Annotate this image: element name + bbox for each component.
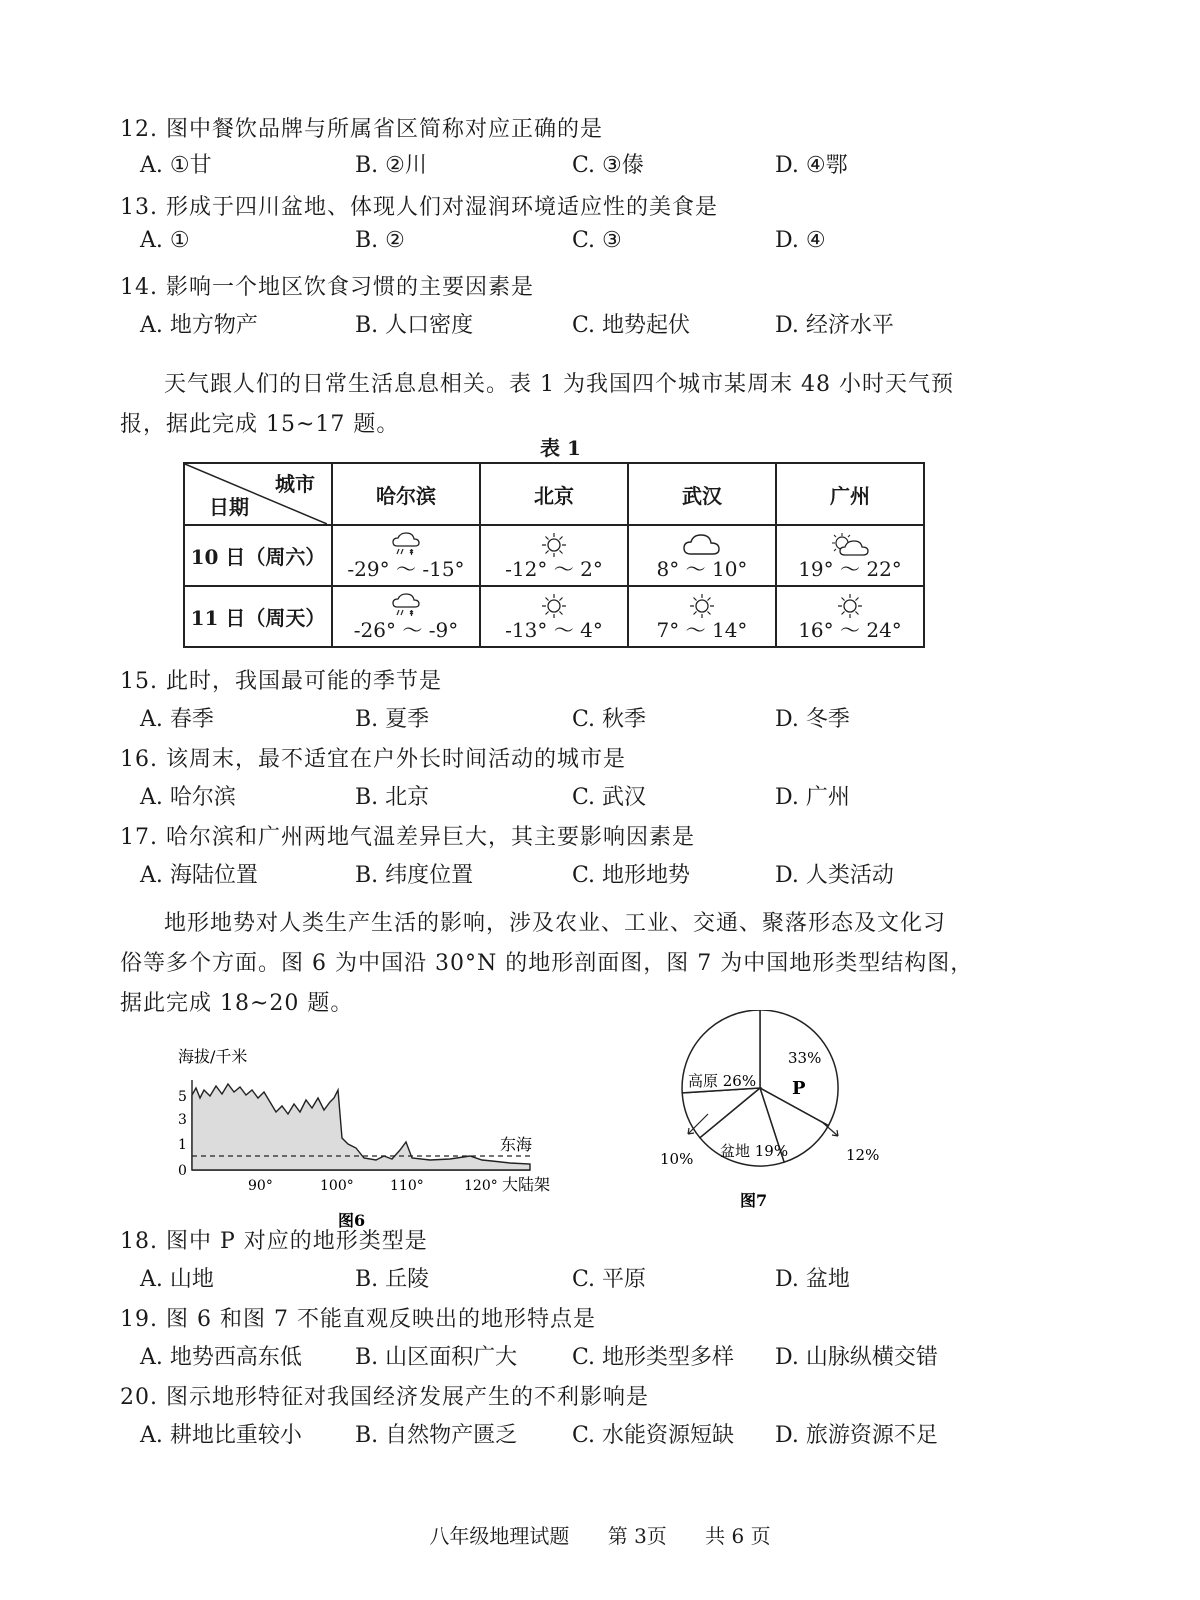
intro-line: 地形地势对人类生产生活的影响，涉及农业、工业、交通、聚落形态及文化习 bbox=[164, 911, 947, 936]
intro-paragraph-terrain bbox=[120, 904, 980, 1024]
question-18-options bbox=[140, 1262, 1000, 1294]
question-18-stem: 18. 图中 P 对应的地形类型是 bbox=[120, 1229, 428, 1254]
slice-label-p-percent: 33% bbox=[788, 1049, 822, 1067]
temperature-range: 16° ～ 24° bbox=[798, 617, 902, 642]
intro-line: 报，据此完成 15~17 题。 bbox=[120, 412, 400, 437]
terrain-profile-plot bbox=[170, 1040, 590, 1240]
row-date: 10 日（周六） bbox=[184, 525, 332, 586]
row-date: 11 日（周天） bbox=[184, 586, 332, 647]
page-footer bbox=[0, 1520, 1200, 1549]
slice-label-plateau: 高原 26% bbox=[688, 1072, 757, 1090]
terrain-profile-area bbox=[192, 1084, 533, 1170]
option-c: C. 秋季 bbox=[572, 707, 647, 732]
sun-icon bbox=[539, 532, 569, 558]
temperature-range: -29° ～ -15° bbox=[347, 556, 465, 581]
question-19-options bbox=[140, 1340, 1000, 1372]
option-d: D. ④ bbox=[775, 228, 826, 253]
figure-6-terrain-profile bbox=[170, 1040, 590, 1240]
city-header: 哈尔滨 bbox=[332, 463, 480, 525]
option-c: C. 地形类型多样 bbox=[572, 1345, 735, 1370]
table-row bbox=[184, 525, 924, 586]
option-a: A. ①甘 bbox=[140, 153, 212, 178]
footer-page-number: 第 3页 bbox=[607, 1524, 667, 1548]
option-c: C. 武汉 bbox=[572, 785, 647, 810]
table-corner-header bbox=[184, 463, 332, 525]
question-20-options bbox=[140, 1418, 1000, 1450]
option-c: C. ③傣 bbox=[572, 153, 644, 178]
option-c: C. 地势起伏 bbox=[572, 313, 691, 338]
intro-line: 天气跟人们的日常生活息息相关。表 1 为我国四个城市某周末 48 小时天气预 bbox=[164, 372, 954, 397]
figure-caption: 图6 bbox=[338, 1211, 366, 1230]
question-17-options bbox=[140, 858, 1000, 890]
city-header: 武汉 bbox=[628, 463, 776, 525]
option-d: D. 人类活动 bbox=[775, 863, 894, 888]
option-b: B. ② bbox=[355, 228, 405, 253]
slice-label-right: 12% bbox=[846, 1146, 880, 1164]
temperature-range: 19° ～ 22° bbox=[798, 556, 902, 581]
question-16-options bbox=[140, 780, 1000, 812]
option-b: B. 自然物产匮乏 bbox=[355, 1423, 518, 1448]
sleet-icon bbox=[389, 593, 423, 619]
weather-forecast-table bbox=[183, 462, 925, 648]
question-16-stem: 16. 该周末，最不适宜在户外长时间活动的城市是 bbox=[120, 747, 626, 772]
option-b: B. 丘陵 bbox=[355, 1267, 430, 1292]
option-a: A. 哈尔滨 bbox=[140, 785, 236, 810]
option-b: B. ②川 bbox=[355, 153, 427, 178]
option-c: C. 平原 bbox=[572, 1267, 647, 1292]
option-b: B. 纬度位置 bbox=[355, 863, 474, 888]
question-14-stem: 14. 影响一个地区饮食习惯的主要因素是 bbox=[120, 275, 534, 300]
option-a: A. 春季 bbox=[140, 707, 214, 732]
y-axis-label: 海拔/千米 bbox=[178, 1047, 248, 1066]
temperature-range: 7° ～ 14° bbox=[656, 617, 748, 642]
option-c: C. 地形地势 bbox=[572, 863, 691, 888]
footer-total-pages: 共 6 页 bbox=[705, 1524, 771, 1548]
option-d: D. ④鄂 bbox=[775, 153, 848, 178]
option-d: D. 盆地 bbox=[775, 1267, 850, 1292]
corner-city-label: 城市 bbox=[275, 472, 315, 496]
sea-label: 东海 bbox=[500, 1135, 533, 1154]
question-13-options bbox=[140, 228, 1000, 260]
option-b: B. 人口密度 bbox=[355, 313, 474, 338]
option-c: C. 水能资源短缺 bbox=[572, 1423, 735, 1448]
option-b: B. 夏季 bbox=[355, 707, 430, 732]
option-d: D. 广州 bbox=[775, 785, 850, 810]
figure-7-terrain-pie bbox=[660, 1010, 920, 1240]
question-15-options bbox=[140, 702, 1000, 734]
option-a: A. 耕地比重较小 bbox=[140, 1423, 302, 1448]
question-20-stem: 20. 图示地形特征对我国经济发展产生的不利影响是 bbox=[120, 1385, 649, 1410]
option-a: A. ① bbox=[140, 228, 190, 253]
y-tick: 0 bbox=[178, 1163, 187, 1179]
shelf-label: 大陆架 bbox=[502, 1175, 551, 1194]
slice-label-left: 10% bbox=[660, 1150, 694, 1168]
table-caption: 表 1 bbox=[540, 436, 581, 460]
question-13-stem: 13. 形成于四川盆地、体现人们对湿润环境适应性的美食是 bbox=[120, 195, 718, 220]
x-tick: 100° bbox=[320, 1178, 354, 1194]
city-header: 北京 bbox=[480, 463, 628, 525]
y-tick: 1 bbox=[178, 1137, 187, 1153]
option-a: A. 海陆位置 bbox=[140, 863, 258, 888]
temperature-range: -12° ～ 2° bbox=[505, 556, 603, 581]
footer-subject: 八年级地理试题 bbox=[429, 1524, 570, 1548]
question-14-options bbox=[140, 308, 1000, 340]
sun-icon bbox=[539, 593, 569, 619]
sleet-icon bbox=[389, 532, 423, 558]
question-15-stem: 15. 此时，我国最可能的季节是 bbox=[120, 669, 442, 694]
option-b: B. 北京 bbox=[355, 785, 430, 810]
temperature-range: -26° ～ -9° bbox=[353, 617, 459, 642]
x-tick: 110° bbox=[390, 1178, 424, 1194]
x-tick: 120° bbox=[464, 1178, 498, 1194]
option-d: D. 旅游资源不足 bbox=[775, 1423, 938, 1448]
option-a: A. 山地 bbox=[140, 1267, 214, 1292]
y-tick: 5 bbox=[178, 1089, 187, 1105]
option-b: B. 山区面积广大 bbox=[355, 1345, 518, 1370]
question-12-options bbox=[140, 148, 1000, 180]
intro-line: 俗等多个方面。图 6 为中国沿 30°N 的地形剖面图，图 7 为中国地形类型结构图， bbox=[120, 951, 974, 976]
option-d: D. 冬季 bbox=[775, 707, 850, 732]
sun-icon bbox=[687, 593, 717, 619]
sun-cloud-icon bbox=[829, 532, 871, 558]
temperature-range: -13° ～ 4° bbox=[505, 617, 603, 642]
figure-caption: 图7 bbox=[740, 1191, 768, 1210]
terrain-pie-chart bbox=[660, 1010, 920, 1240]
slice-label-basin: 盆地 19% bbox=[720, 1142, 789, 1160]
cloud-icon bbox=[682, 532, 722, 558]
question-12-stem: 12. 图中餐饮品牌与所属省区简称对应正确的是 bbox=[120, 117, 603, 142]
question-19-stem: 19. 图 6 和图 7 不能直观反映出的地形特点是 bbox=[120, 1307, 596, 1332]
temperature-range: 8° ～ 10° bbox=[656, 556, 748, 581]
table-row bbox=[184, 586, 924, 647]
corner-date-label: 日期 bbox=[209, 495, 249, 519]
option-a: A. 地方物产 bbox=[140, 313, 258, 338]
option-d: D. 经济水平 bbox=[775, 313, 894, 338]
option-d: D. 山脉纵横交错 bbox=[775, 1345, 938, 1370]
city-header: 广州 bbox=[776, 463, 924, 525]
y-tick: 3 bbox=[178, 1112, 187, 1128]
sun-icon bbox=[835, 593, 865, 619]
option-c: C. ③ bbox=[572, 228, 622, 253]
question-17-stem: 17. 哈尔滨和广州两地气温差异巨大，其主要影响因素是 bbox=[120, 825, 695, 850]
option-a: A. 地势西高东低 bbox=[140, 1345, 302, 1370]
x-tick: 90° bbox=[248, 1178, 273, 1194]
slice-label-p: P bbox=[792, 1078, 806, 1099]
intro-line: 据此完成 18~20 题。 bbox=[120, 991, 354, 1016]
